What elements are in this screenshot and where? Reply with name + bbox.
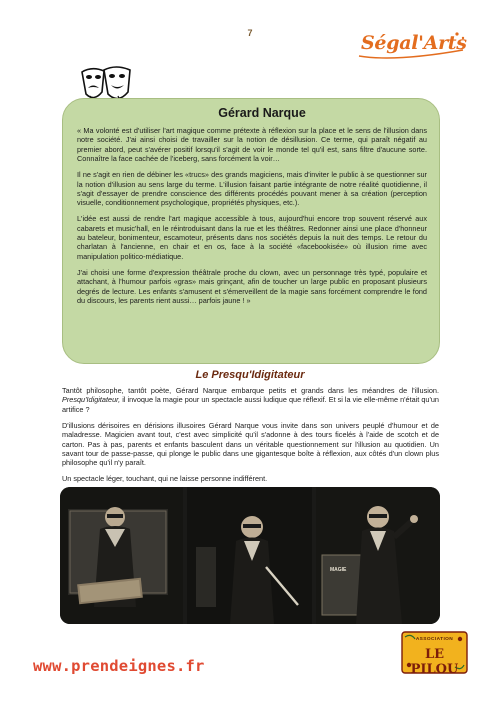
page-number: 7 [247,28,253,38]
brand-name: Ségal'Arts [361,32,467,54]
association-name: LE PILOU [410,647,459,677]
intro-text: il invoque la magie pour un spectacle aussi ludique que réflexif. Et si la vie elle-même n'était qu'un artifice ? [62,395,439,414]
statement-paragraph: Il ne s'agit en rien de débiner les «trucs» des grands magiciens, mais d'inviter le public à se questionner sur la notion d'illusion au sens large du terme. L'illusion faisant partie intégrante de notre réalité quotidienne, il s'agit d'essayer de prendre conscience des différents procédés pouvant mener à sa création (perception visuelle, conditionnement psychologique, propriétés physiques, etc.). [77,170,427,208]
show-intro-paragraph [62,386,439,414]
statement-paragraph: L'idée est aussi de rendre l'art magique accessible à tous, aujourd'hui encore trop souvent réservé aux cabarets et music'hall, en le réintroduisant dans la rue et les théâtres. Redonner ainsi une place d'honneur au bateleur, bonimenteur, escamoteur, présents dans nos sociétés depuis la nuit des temps. Le retour du charlatan à l'ancienne, en chair et en os, face à la société «facebookisée» où illusion rime avec manipulation politico-médiatique. [77,214,427,261]
show-paragraph: Un spectacle léger, touchant, qui ne laisse personne indifférent. [62,474,268,484]
performance-photo-3 [316,487,440,624]
artist-statement-panel [62,98,440,364]
association-label: ASSOCIATION [415,637,454,642]
segal-arts-logo [355,28,475,62]
website-link[interactable]: www.prendeignes.fr [33,657,205,675]
show-paragraph: D'illusions dérisoires en dérisions illusoires Gérard Narque vous invite dans son univers peuplé d'humour et de maladresse. Magicien avant tout, c'est avec simplicité qu'il s'adonne à des tours ficelés à l'aide de scotch et de carton. Pas à pas, parents et enfants basculent dans un véritable questionnement sur l'illusion au quotidien. Un savant tour de passe-passe, qui plonge le public dans une gigantesque boîte à réflexion, aux côtés d'un clown plus philosophe qu'il n'y paraît. [62,420,439,468]
statement-paragraph: J'ai choisi une forme d'expression théâtrale proche du clown, avec un personnage très typé, populaire et attachant, à l'humour parfois «gras» mais grinçant, afin de toucher un large public en proposant plusieurs degrés de lecture. Les enfants s'amusent et s'émerveillent de la magie sans forcément comprendre le fond du discours, les parents rient aussi… parfois jaune ! » [77,267,427,305]
statement-paragraph: « Ma volonté est d'utiliser l'art magique comme prétexte à réflexion sur la place et le sens de l'illusion dans notre société. J'ai ainsi choisi de travailler sur la notion de désillusion. Ce terme, qui paraît négatif au premier abord, peut s'avérer positif lorsqu'il s'agit de voir le monde tel qu'il est, sans filtre d'aucune sorte. Connaître la face cachée de l'iceberg, sans forcément la voir… [77,126,427,164]
show-title: Le Presqu'Idigitateur [195,369,305,381]
intro-text: Tantôt philosophe, tantôt poète, Gérard Narque embarque petits et grands dans les méandres de l'illusion. [62,386,439,395]
artist-name-heading: Gérard Narque [218,106,306,120]
magie-sign: MAGIE [330,567,347,573]
intro-show-name: Presqu'Idigitateur, [62,395,121,405]
show-description [62,386,439,490]
performance-photo-1 [60,487,183,624]
le-pilou-logo [401,631,468,677]
performance-photo-2 [187,487,312,624]
performance-photos [60,487,440,624]
